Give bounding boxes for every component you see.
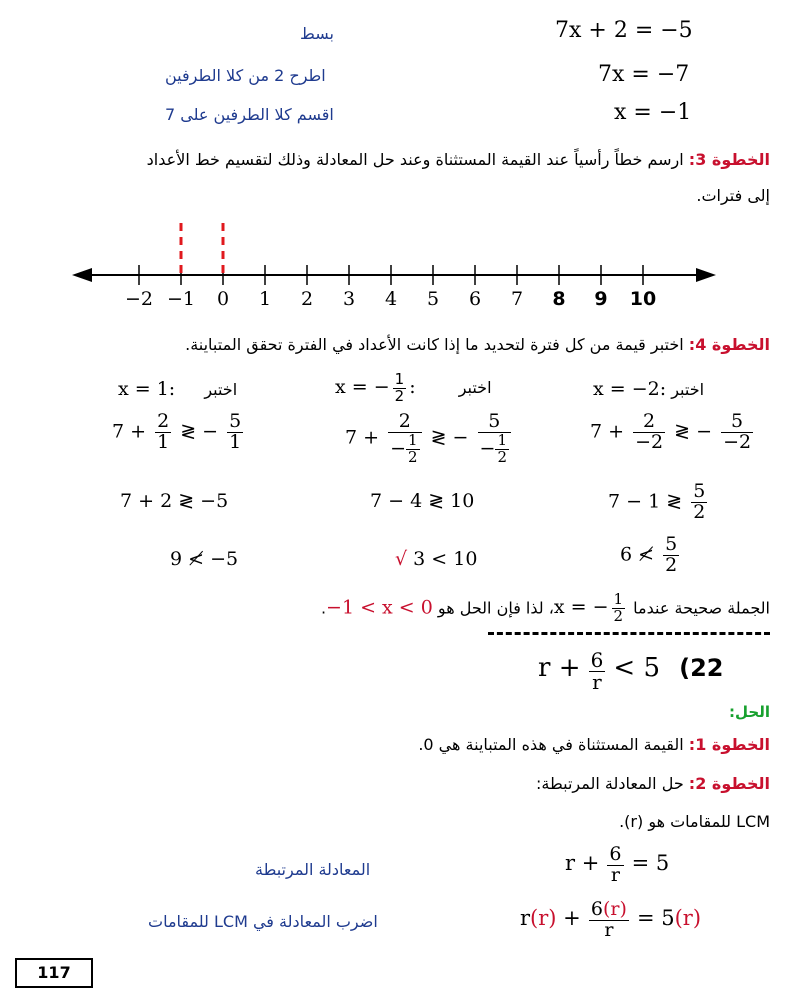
conclusion-text: الجملة صحيحة عندما	[628, 598, 770, 618]
step3-label: الخطوة 3:	[688, 150, 770, 169]
number-line-label: −1	[167, 288, 196, 310]
conclusion-solution: −1 < x < 0	[326, 596, 433, 619]
note-row-1: بسط	[300, 24, 334, 43]
number-line-label: 3	[342, 288, 356, 310]
conclusion-mid: ، لذا فإن الحل هو	[432, 598, 554, 618]
number-line-label: −2	[125, 288, 154, 310]
test-c-row2: 7 + 2 ≷ −5	[120, 490, 229, 512]
choose-word-b: اختبر	[458, 377, 492, 397]
problem-num: 6	[590, 648, 604, 672]
step1-line	[418, 735, 770, 754]
equation-row-3: x = −1	[614, 100, 692, 125]
test-a-row3-text: 6 ≮	[620, 543, 655, 566]
number-line-label: 5	[426, 288, 440, 310]
test-c-row1: 7 + $\frac{2}{1}$ ≷ − $\frac{5}{1}$	[112, 410, 242, 453]
test-a-row3: 6 ≮ $\frac{5}{2}$	[620, 533, 678, 576]
number-line-label: 7	[510, 288, 524, 310]
number-line-label: 4	[384, 288, 398, 310]
test-a-choice	[593, 378, 704, 400]
choose-word-c: اختبر	[204, 380, 238, 399]
right-arrow-icon	[696, 268, 716, 282]
step4-text: اختبر قيمة من كل فترة لتحديد ما إذا كانت الأعداد في الفترة تحقق المتباينة.	[185, 335, 689, 354]
equation-row-1: 7x + 2 = −5	[555, 18, 693, 43]
test-a-row2	[608, 482, 710, 523]
number-line-label: 0	[216, 288, 230, 310]
related-eq-1	[565, 845, 669, 886]
choose-word-a: اختبر	[671, 380, 705, 399]
test-c-row3: 9 ≮ −5	[170, 548, 239, 570]
step3-line2: إلى فترات.	[696, 186, 770, 205]
related-note-2: اضرب المعادلة في LCM للمقامات	[148, 912, 378, 931]
test-b-row3-text: 3 < 10	[413, 548, 478, 570]
related-1-left: r +	[565, 850, 600, 875]
test-a-choice-eq: x = −2:	[593, 378, 667, 400]
number-line-label: 9	[594, 288, 608, 310]
problem-22	[538, 650, 723, 693]
equation-row-2: 7x = −7	[598, 62, 690, 87]
problem-right: < 5	[613, 653, 660, 683]
conclusion-line: الجملة صحيحة عندما x = − $\frac{1}{2}$ ، لذا فإن الحل هو −1 < x < 0.	[320, 590, 770, 625]
related-1-den: r	[610, 863, 620, 886]
check-icon: √	[395, 548, 408, 570]
separator-dashes	[488, 632, 770, 635]
related-1-right: = 5	[631, 850, 670, 875]
related-eq-2: r(r) + $\frac{6(r)}{r}$ = 5(r)	[520, 898, 702, 941]
step4-line	[185, 335, 770, 354]
left-arrow-icon	[72, 268, 92, 282]
lcm-line: LCM للمقامات هو (r).	[619, 812, 770, 831]
step3-text: ارسم خطاً رأسياً عند القيمة المستثناة وعند حل المعادلة وذلك لتقسيم خط الأعداد	[146, 150, 689, 169]
solution-label: الحل:	[729, 703, 770, 721]
number-line-label: 10	[629, 288, 657, 310]
test-b-row1: 7 + 2 − $\frac{1}{2}$ ≷ − 5 − $\frac{1}{2}$	[345, 412, 514, 465]
test-b-row2: 7 − 4 ≷ 10	[370, 490, 475, 512]
test-a-row2-den: 2	[693, 500, 706, 523]
step3-line1	[147, 150, 770, 169]
page-number: 117	[15, 958, 93, 988]
note-row-2: اطرح 2 من كلا الطرفين	[165, 66, 326, 85]
note-row-3: اقسم كلا الطرفين على 7	[165, 105, 334, 124]
related-2-den: r	[604, 918, 614, 941]
conclusion-end: .	[320, 598, 327, 618]
test-a-row1: 7 + $\frac{2}{-2}$ ≷ − $\frac{5}{-2}$	[590, 410, 752, 453]
test-c-choice-eq: x = 1:	[118, 378, 176, 400]
test-a-row2-text: 7 − 1 ≷	[608, 490, 683, 513]
test-c-choice	[118, 378, 237, 400]
step4-label: الخطوة 4:	[688, 335, 770, 354]
step2-label: الخطوة 2:	[688, 774, 770, 793]
test-a-row2-num: 5	[693, 480, 706, 502]
step2-line	[536, 774, 770, 793]
problem-left: r +	[538, 653, 581, 683]
number-line-label: 2	[300, 288, 314, 310]
number-line-label: 1	[258, 288, 272, 310]
test-b-row3	[395, 548, 477, 570]
step1-text: القيمة المستثناة في هذه المتباينة هي 0.	[418, 735, 689, 754]
test-b-choice-eq: x = −	[335, 375, 390, 398]
number-line-label: 8	[552, 288, 566, 310]
step1-label: الخطوة 1:	[688, 735, 770, 754]
step2-text: حل المعادلة المرتبطة:	[536, 774, 689, 793]
related-note-1: المعادلة المرتبطة	[255, 860, 371, 879]
number-line-label: 6	[468, 288, 482, 310]
related-1-num: 6	[609, 843, 622, 865]
problem-den: r	[592, 670, 602, 694]
test-b-choice: x = − $\frac{1}{2}$ : اختبر	[335, 370, 492, 405]
problem-number: (22	[679, 654, 724, 682]
